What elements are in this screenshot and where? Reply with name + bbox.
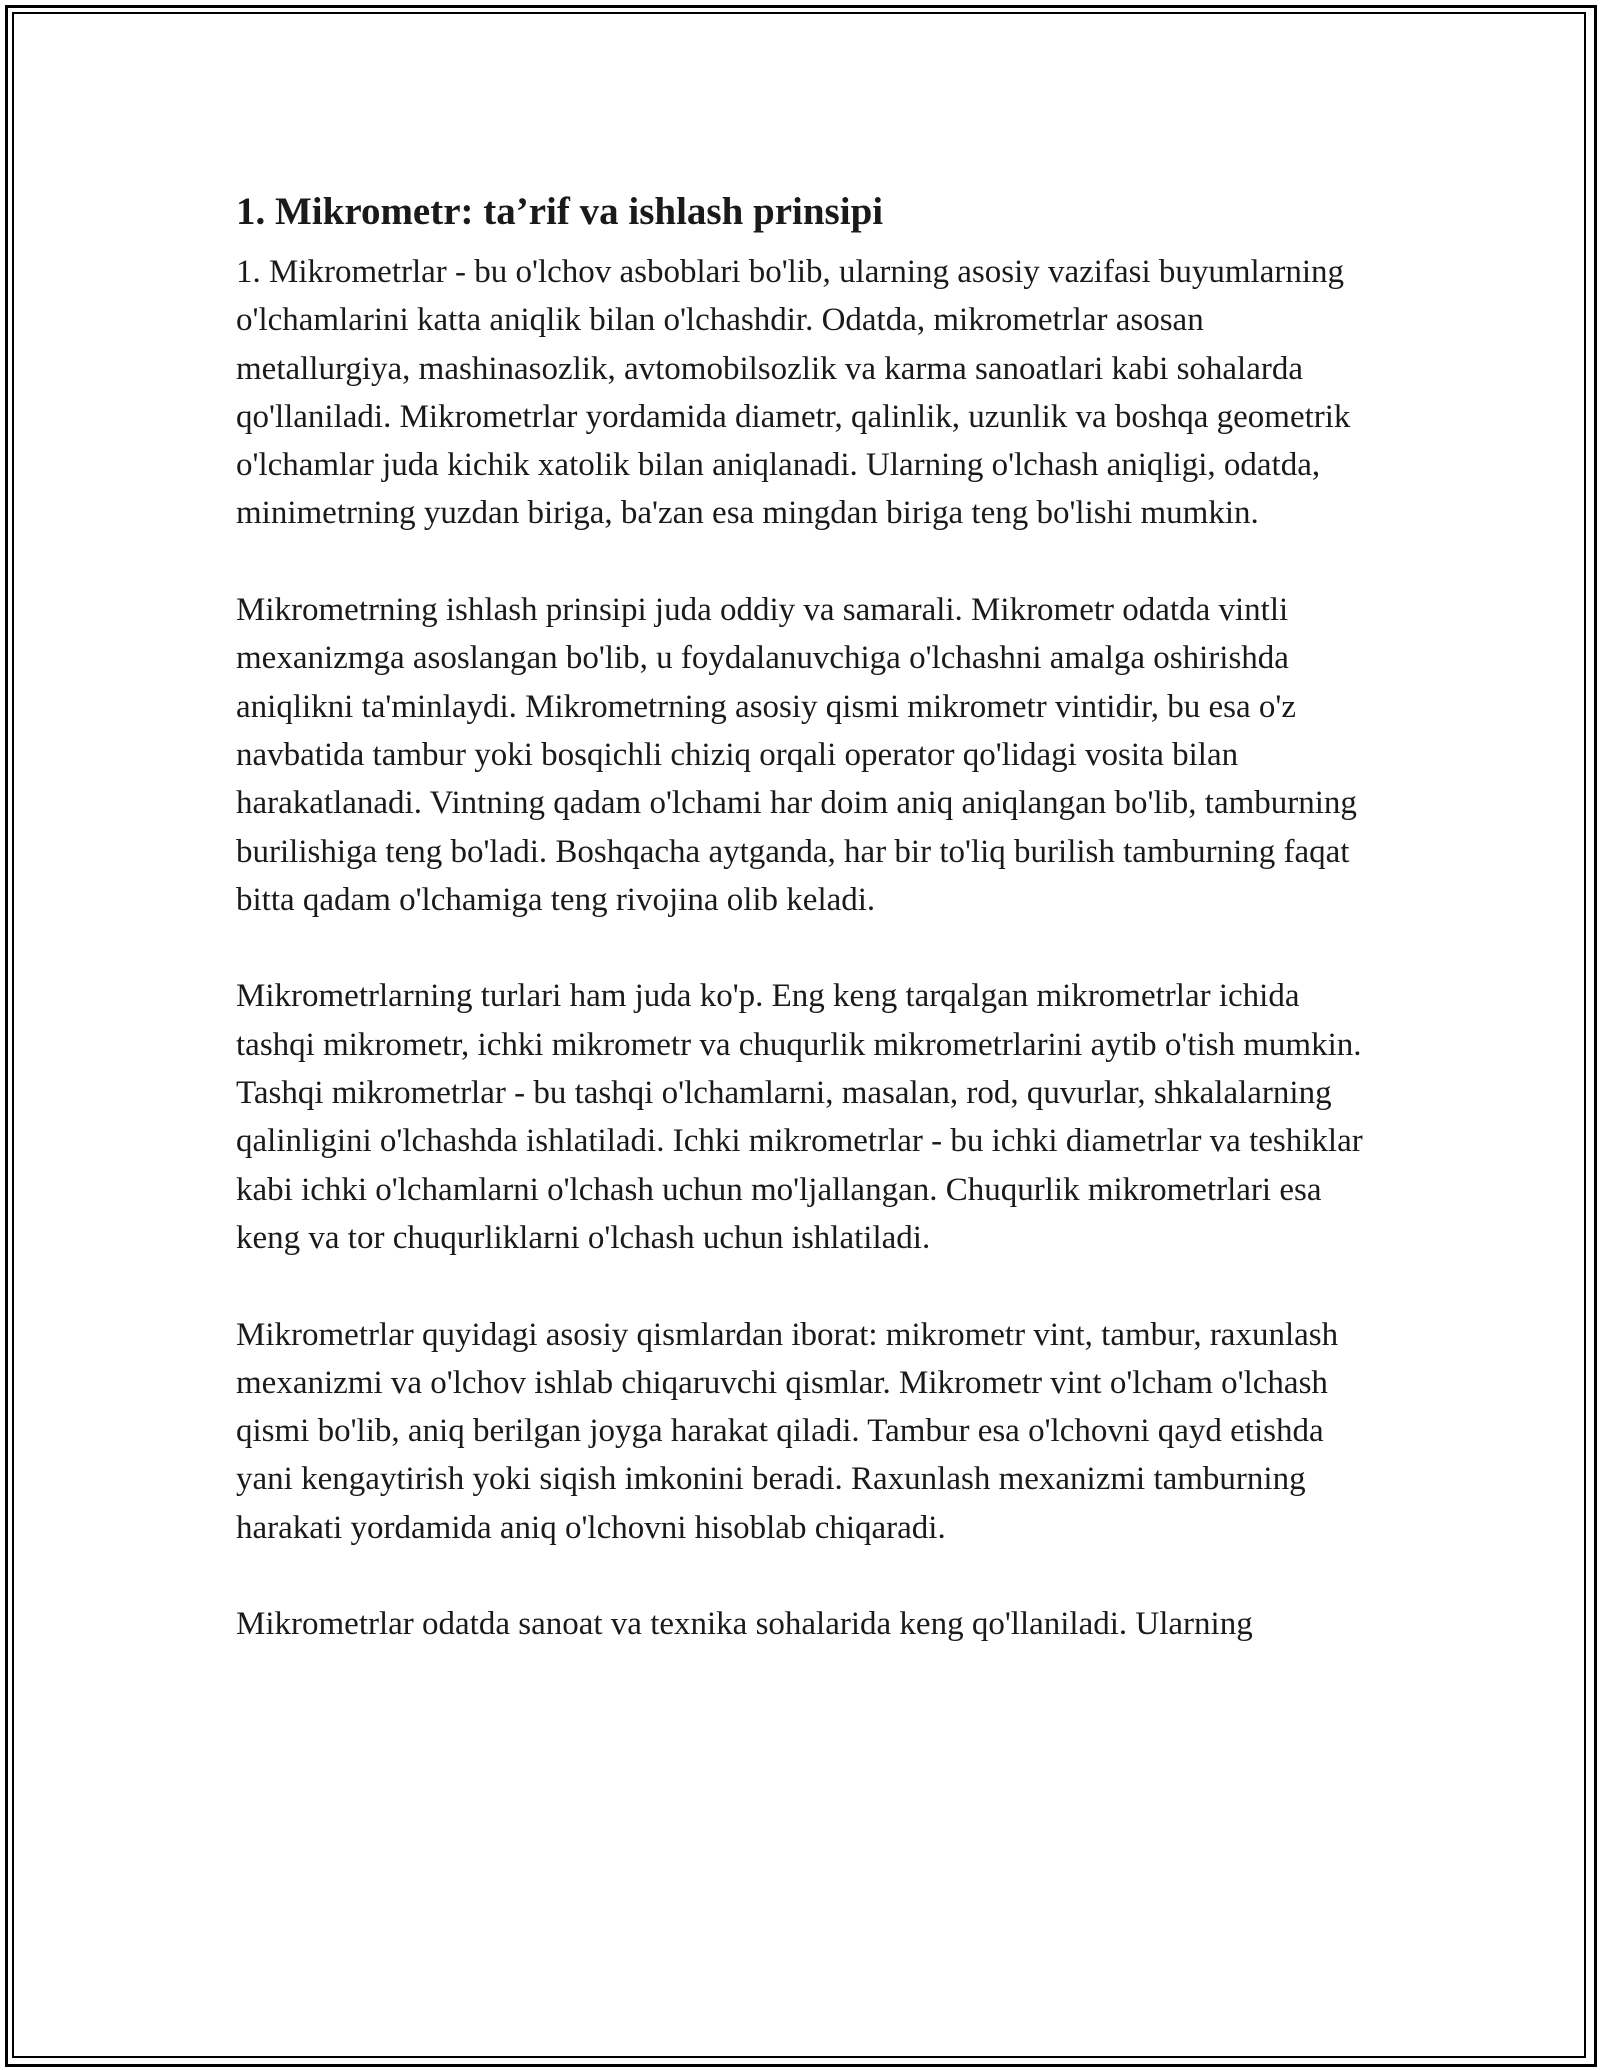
document-body (236, 186, 1384, 1697)
paragraph-4: Mikrometrlar quyidagi asosiy qismlardan iborat: mikrometr vint, tambur, raxunlash mexanizmi va o'lchov ishlab chiqaruvchi qismlar. Mikrometr vint o'lcham o'lchash qismi bo'lib, aniq berilgan joyga harakat qiladi. Tambur esa o'lchovni qayd etishda yani kengaytirish yoki siqish imkonini beradi. Raxunlash mexanizmi tamburning harakati yordamida aniq o'lchovni hisoblab chiqaradi. (236, 1316, 1339, 1546)
paragraph-3: Mikrometrlarning turlari ham juda ko'p. Eng keng tarqalgan mikrometrlar ichida tashqi mikrometr, ichki mikrometr va chuqurlik mikrometrlarini aytib o'tish mumkin. Tashqi mikrometrlar - bu tashqi o'lchamlarni, masalan, rod, quvurlar, shkalalarning qalinligini o'lchashda ishlatiladi. Ichki mikrometrlar - bu ichki diametrlar va teshiklar kabi ichki o'lchamlarni o'lchash uchun mo'ljallangan. Chuqurlik mikrometrlari esa keng va tor chuqurliklarni o'lchash uchun ishlatiladi. (236, 978, 1363, 1256)
section-heading: 1. Mikrometr: ta’rif va ishlash prinsipi (236, 190, 884, 233)
paragraph-2: Mikrometrning ishlash prinsipi juda oddiy va samarali. Mikrometr odatda vintli mexanizmga asoslangan bo'lib, u foydalanuvchiga o'lchashni amalga oshirishda aniqlikni ta'minlaydi. Mikrometrning asosiy qismi mikrometr vintidir, bu esa o'z navbatida tambur yoki bosqichli chiziq orqali operator qo'lidagi vosita bilan harakatlanadi. Vintning qadam o'lchami har doim aniq aniqlangan bo'lib, tamburning burilishiga teng bo'ladi. Boshqacha aytganda, har bir to'liq burilish tamburning faqat bitta qadam o'lchamiga teng rivojina olib keladi. (236, 592, 1357, 918)
paragraph-1: 1. Mikrometrlar - bu o'lchov asboblari bo'lib, ularning asosiy vazifasi buyumlarning o'lchamlarini katta aniqlik bilan o'lchashdir. Odatda, mikrometrlar asosan metallurgiya, mashinasozlik, avtomobilsozlik va karma sanoatlari kabi sohalarda qo'llaniladi. Mikrometrlar yordamida diametr, qalinlik, uzunlik va boshqa geometrik o'lchamlar juda kichik xatolik bilan aniqlanadi. Ularning o'lchash aniqligi, odatda, minimetrning yuzdan biriga, ba'zan esa mingdan biriga teng bo'lishi mumkin. (236, 254, 1351, 532)
paragraph-5: Mikrometrlar odatda sanoat va texnika sohalarida keng qo'llaniladi. Ularning (236, 1606, 1253, 1643)
